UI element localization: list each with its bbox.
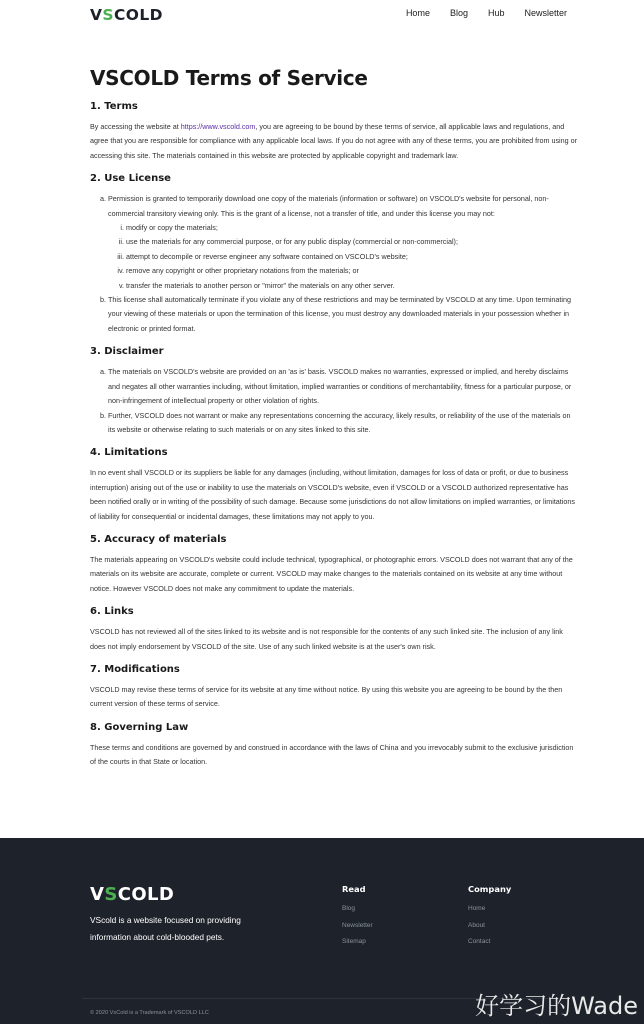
section-limitations-title: 4. Limitations	[90, 447, 168, 459]
disclaimer-list	[90, 365, 578, 437]
footer-company-column	[468, 884, 511, 955]
main-nav	[386, 8, 567, 18]
list-item: ii. use the materials for any commercial purpose, or for any public display (commercial or non-commercial);	[126, 235, 578, 249]
section-governing-law-title: 8. Governing Law	[90, 721, 189, 733]
section-accuracy-text: The materials appearing on VSCOLD's website could include technical, typographical, or photographic errors. VSCOLD does not warrant that any of the materials on its website are accurate, complete or current. VSCOLD may make changes to the materials contained on its website at any time without notice. However VSCOLD does not make any commitment to update the materials.	[90, 554, 573, 593]
section-links-title: 6. Links	[90, 606, 134, 618]
nav-home[interactable]: Home	[405, 8, 430, 18]
footer-read-column	[342, 884, 373, 955]
footer-copyright: © 2020 VsCold is a Trademark of VSCOLD LLC	[90, 1010, 209, 1016]
footer-link-blog[interactable]: Blog	[342, 905, 356, 912]
footer-company-title: Company	[468, 884, 512, 894]
footer-logo[interactable]: VSCOLD	[90, 884, 175, 905]
list-item: iii. attempt to decompile or reverse engineer any software contained on VSCOLD's website;	[126, 250, 578, 264]
nav-blog[interactable]: Blog	[449, 8, 468, 18]
section-use-license-title: 2. Use License	[90, 173, 171, 185]
footer-link-sitemap[interactable]: Sitemap	[342, 938, 366, 945]
footer-link-about[interactable]: About	[468, 921, 485, 929]
site-header	[0, 0, 644, 30]
footer-tagline: VScold is a website focused on providing information about cold-blooded pets.	[90, 915, 241, 942]
section-disclaimer-title: 3. Disclaimer	[90, 346, 164, 358]
footer-read-title: Read	[342, 884, 366, 894]
section-governing-law-text: These terms and conditions are governed by and construed in accordance with the laws of China and you irrevocably submit to the exclusive jurisdiction of the courts in that State or location.	[90, 742, 574, 767]
watermark: 好学习的Wade	[475, 992, 638, 1020]
list-item: b. Further, VSCOLD does not warrant or make any representations concerning the accuracy, likely results, or reliability of the use of the materials on its website or otherwise relating to such materials or on any sites linked to this site.	[108, 409, 578, 438]
list-item: b. This license shall automatically terminate if you violate any of these restrictions and may be terminated by VSCOLD at any time. Upon terminating your viewing of these materials or upon the termination of this license, you must destroy any downloaded materials in your possession whether in electronic or printed format.	[108, 293, 578, 336]
site-logo[interactable]: VSCOLD	[90, 6, 163, 24]
restrictions-list	[108, 221, 578, 293]
list-item: a. Permission is granted to temporarily download one copy of the materials (information or software) on VSCOLD's website for personal, non-commercial transitory viewing only. This is the grant of a license, not a transfer of title, and under this license you may not: i. modify or copy the materials; ii. use the materials for any commercial purpose, or for any public display (commercial or non-commercial); iii. attempt to decompile or reverse engineer any software contained on VSCOLD's website; iv. remove any copyright or other proprietary notations from the materials; or v. transfer the materials to another person or "mirror" the materials on any other server.	[108, 192, 578, 293]
footer-link-home[interactable]: Home	[468, 905, 486, 912]
section-links-text: VSCOLD has not reviewed all of the sites linked to its website and is not responsible for the contents of any such linked site. The inclusion of any link does not imply endorsement by VSCOLD of the site. Use of any such linked website is at the user's own risk.	[90, 627, 563, 651]
section-modifications-text: VSCOLD may revise these terms of service for its website at any time without notice. By using this website you are agreeing to be bound by the then current version of these terms of service.	[90, 684, 563, 709]
use-license-list	[90, 192, 578, 336]
list-item: i. modify or copy the materials;	[126, 221, 578, 235]
list-item: a. The materials on VSCOLD's website are provided on an 'as is' basis. VSCOLD makes no warranties, expressed or implied, and hereby disclaims and negates all other warranties including, without limitation, implied warranties or conditions of merchantability, fitness for a particular purpose, or non-infringement of intellectual property or other violation of rights.	[108, 365, 578, 408]
section-modifications-title: 7. Modifications	[90, 663, 180, 675]
section-accuracy-title: 5. Accuracy of materials	[90, 533, 227, 545]
page-title: VSCOLD Terms of Service	[90, 66, 368, 90]
footer-link-newsletter[interactable]: Newsletter	[342, 921, 373, 929]
section-terms-text: By accessing the website at https://www.vscold.com, you are agreeing to be bound by these terms of service, all applicable laws and regulations, and agree that you are responsible for compliance with any applicable local laws. If you do not agree with any of these terms, you are prohibited from using or accessing this site. The materials contained in this website are protected by applicable copyright and trademark law.	[90, 122, 578, 160]
section-terms-title: 1. Terms	[90, 101, 138, 112]
terms-content	[90, 66, 578, 780]
footer-link-contact[interactable]: Contact	[468, 938, 491, 945]
site-footer	[0, 838, 644, 1024]
nav-newsletter[interactable]: Newsletter	[524, 8, 567, 18]
vscold-link[interactable]: https://www.vscold.com	[180, 122, 256, 131]
section-limitations-text: In no event shall VSCOLD or its suppliers be liable for any damages (including, without limitation, damages for loss of data or profit, or due to business interruption) arising out of the use or inability to use the materials on VSCOLD's website, even if VSCOLD or a VSCOLD authorized representative has been notified orally or in writing of the possibility of such damage. Because some jurisdictions do not allow limitations on implied warranties, or limitations of liability for consequential or incidental damages, these limitations may not apply to you.	[90, 468, 575, 521]
list-item: iv. remove any copyright or other proprietary notations from the materials; or	[126, 264, 578, 278]
nav-hub[interactable]: Hub	[487, 8, 505, 18]
list-item: v. transfer the materials to another person or "mirror" the materials on any other server.	[126, 279, 578, 293]
